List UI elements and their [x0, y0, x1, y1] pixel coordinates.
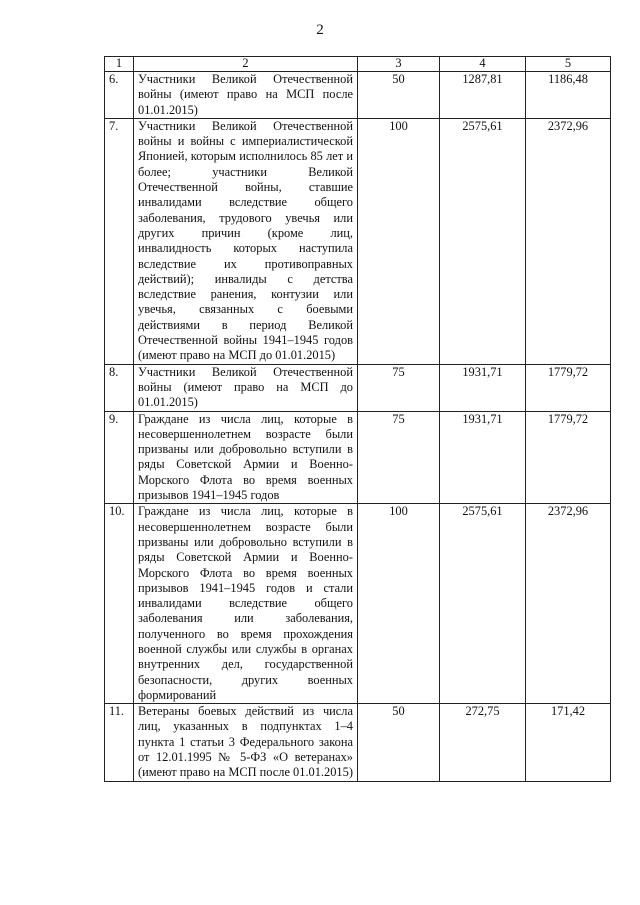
row-value-col4: 1287,81	[440, 72, 526, 119]
row-number: 11.	[105, 704, 134, 781]
page-number: 2	[316, 22, 324, 38]
row-value-col3: 100	[358, 504, 440, 704]
row-number: 8.	[105, 364, 134, 411]
row-value-col5: 171,42	[526, 704, 611, 781]
row-value-col3: 75	[358, 364, 440, 411]
table-row	[105, 704, 611, 781]
row-description: Граждане из числа лиц, которые в несовершеннолетнем возрасте были призваны или добровольно вступили в ряды Советской Армии и Военно-Морского Флота во время военных призывов 1941–1945 годов и стали инвалидами вследствие общего заболевания или заболевания, полученного во время прохождения военной службы или службы в органах внутренних дел, государственной безопасности, других военных формирований	[134, 504, 358, 704]
table-row	[105, 72, 611, 119]
row-value-col4: 272,75	[440, 704, 526, 781]
row-description: Участники Великой Отечественной войны (имеют право на МСП до 01.01.2015)	[134, 364, 358, 411]
row-description: Участники Великой Отечественной войны (имеют право на МСП после 01.01.2015)	[134, 72, 358, 119]
row-value-col5: 1186,48	[526, 72, 611, 119]
row-value-col5: 1779,72	[526, 364, 611, 411]
row-value-col4: 1931,71	[440, 364, 526, 411]
benefits-table	[104, 56, 611, 782]
row-value-col3: 100	[358, 118, 440, 364]
table-row	[105, 411, 611, 504]
row-value-col3: 50	[358, 704, 440, 781]
column-header-5: 5	[526, 57, 611, 72]
row-value-col3: 75	[358, 411, 440, 504]
row-value-col5: 1779,72	[526, 411, 611, 504]
row-value-col3: 50	[358, 72, 440, 119]
row-value-col5: 2372,96	[526, 118, 611, 364]
row-number: 6.	[105, 72, 134, 119]
row-number: 10.	[105, 504, 134, 704]
table-header-row	[105, 57, 611, 72]
column-header-1: 1	[105, 57, 134, 72]
table-row	[105, 504, 611, 704]
row-value-col4: 2575,61	[440, 118, 526, 364]
row-value-col4: 2575,61	[440, 504, 526, 704]
row-description: Граждане из числа лиц, которые в несовершеннолетнем возрасте были призваны или добровольно вступили в ряды Советской Армии и Военно-Морского Флота во время военных призывов 1941–1945 годов	[134, 411, 358, 504]
row-description: Ветераны боевых действий из числа лиц, указанных в подпунктах 1–4 пункта 1 статьи 3 Федерального закона от 12.01.1995 № 5-ФЗ «О ветеранах» (имеют право на МСП после 01.01.2015)	[134, 704, 358, 781]
column-header-2: 2	[134, 57, 358, 72]
column-header-3: 3	[358, 57, 440, 72]
row-description: Участники Великой Отечественной войны и войны с империалистической Японией, которым исполнилось 85 лет и более; участники Великой Отечественной войны, ставшие инвалидами вследствие общего заболевания, трудового увечья или других причин (кроме лиц, инвалидность которых наступила вследствие их противоправных действий); инвалиды с детства вследствие ранения, контузии или увечья, связанных с боевыми действиями в период Великой Отечественной войны 1941–1945 годов (имеют право на МСП до 01.01.2015)	[134, 118, 358, 364]
column-header-4: 4	[440, 57, 526, 72]
table-row	[105, 118, 611, 364]
row-number: 7.	[105, 118, 134, 364]
table-row	[105, 364, 611, 411]
row-number: 9.	[105, 411, 134, 504]
row-value-col4: 1931,71	[440, 411, 526, 504]
row-value-col5: 2372,96	[526, 504, 611, 704]
